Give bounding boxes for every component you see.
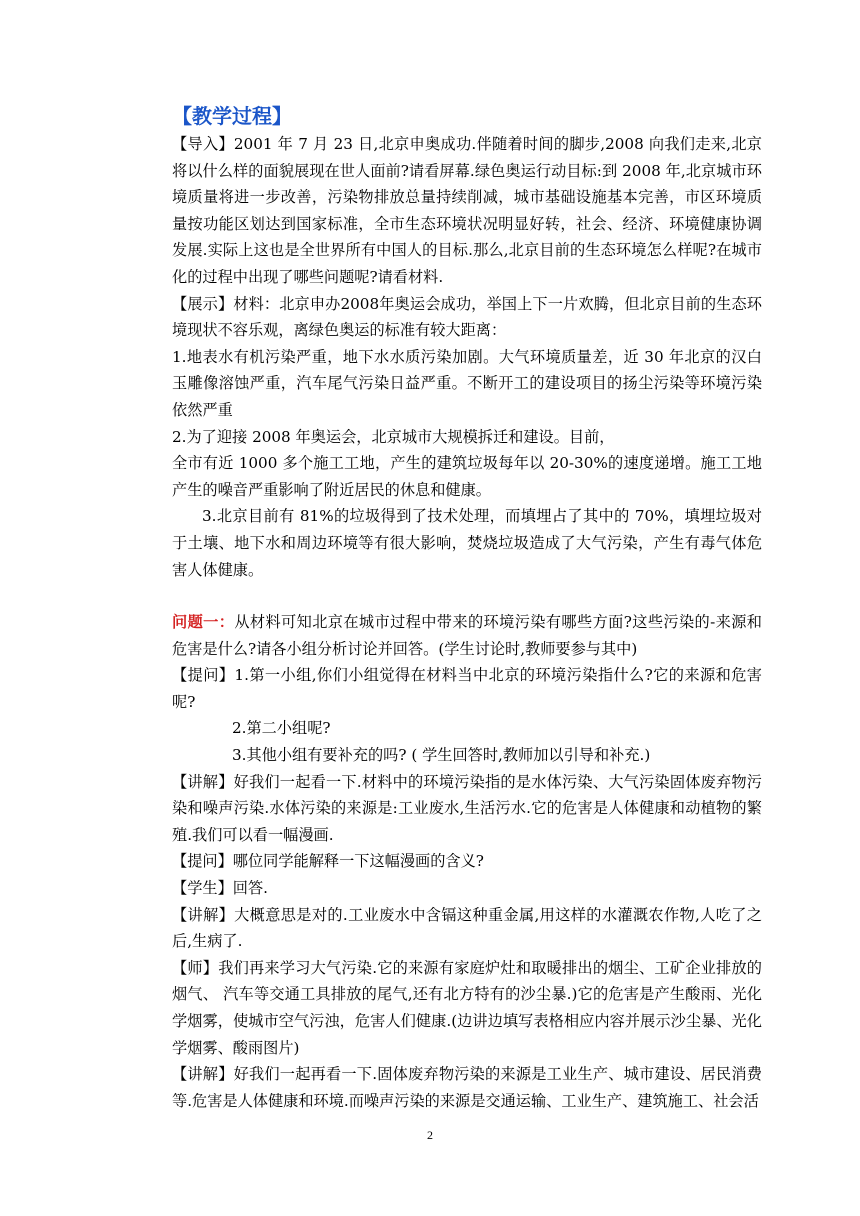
ask-4-paragraph: 【提问】哪位同学能解释一下这幅漫画的含义? xyxy=(172,852,484,871)
item-2b-paragraph: 全市有近 1000 多个施工工地，产生的建筑垃圾每年以 20-30%的速度递增。施工工地产生的噪音严重影响了附近居民的休息和健康。 xyxy=(172,454,762,499)
item-3-paragraph: 3.北京目前有 81%的垃圾得到了技术处理，而填埋占了其中的 70%，填埋垃圾对于土壤、地下水和周边环境等有很大影响，焚烧垃圾造成了大气污染，产生有毒气体危害人体健康。 xyxy=(172,507,762,579)
explain-1-paragraph: 【讲解】好我们一起看一下.材料中的环境污染指的是水体污染、大气污染固体废弃物污染和噪声污染.水体污染的来源是:工业废水,生活污水.它的危害是人体健康和动植物的繁殖.我们可以看一幅漫画. xyxy=(172,772,762,844)
item-1-paragraph: 1.地表水有机污染严重，地下水水质污染加剧。大气环境质量差，近 30 年北京的汉白玉雕像溶蚀严重，汽车尾气污染日益严重。不断开工的建设项目的扬尘污染等环境污染依然严重 xyxy=(172,347,762,419)
show-paragraph: 【展示】材料：北京申办2008年奥运会成功，举国上下一片欢腾，但北京目前的生态环境现状不容乐观，离绿色奥运的标准有较大距离： xyxy=(172,294,762,340)
question-1-label: 问题一： xyxy=(172,613,235,632)
teacher-paragraph: 【师】我们再来学习大气污染.它的来源有家庭炉灶和取暖排出的烟尘、工矿企业排放的烟气、 汽车等交通工具排放的尾气,还有北方特有的沙尘暴.)它的危害是产生酸雨、光化学烟雾，使城市空气污浊，危害人们健康.(边讲边填写表格相应内容并展示沙尘暴、光化学烟雾、酸雨图片) xyxy=(172,958,762,1057)
document-body xyxy=(172,100,762,1114)
ask-3-paragraph: 3.其他小组有要补充的吗? ( 学生回答时,教师加以引导和补充.) xyxy=(232,746,651,765)
explain-2-paragraph: 【讲解】大概意思是对的.工业废水中含镉这种重金属,用这样的水灌溉农作物,人吃了之后,生病了. xyxy=(172,905,762,951)
intro-paragraph: 【导入】2001 年 7 月 23 日,北京申奥成功.伴随着时间的脚步,2008 向我们走来,北京将以什么样的面貌展现在世人面前?请看屏幕.绿色奥运行动目标:到 2008 年,北京城市环境质量将进一步改善，污染物排放总量持续削减，城市基础设施基本完善，市区环境质量按功能区划达到国家标准，全市生态环境状况明显好转，社会、经济、环境健康协调发展.实际上这也是全世界所有中国人的目标.那么,北京目前的生态环境怎么样呢?在城市化的过程中出现了哪些问题呢?请看材料. xyxy=(172,135,762,286)
question-1-paragraph xyxy=(172,609,762,662)
section-heading: 【教学过程】 xyxy=(172,104,292,128)
ask-2-paragraph: 2.第二小组呢? xyxy=(232,719,331,738)
student-paragraph: 【学生】回答. xyxy=(172,879,268,898)
page-number: 2 xyxy=(427,1128,433,1142)
explain-3-paragraph: 【讲解】好我们一起再看一下.固体废弃物污染的来源是工业生产、城市建设、居民消费等.危害是人体健康和环境.而噪声污染的来源是交通运输、工业生产、建筑施工、社会活 xyxy=(172,1065,762,1110)
item-2a-paragraph: 2.为了迎接 2008 年奥运会，北京城市大规模拆迁和建设。目前， xyxy=(172,427,615,446)
blank-line xyxy=(172,583,762,609)
question-1-text: 从材料可知北京在城市过程中带来的环境污染有哪些方面?这些污染的-来源和危害是什么?请各小组分析讨论并回答。(学生讨论时,教师要参与其中) xyxy=(172,613,762,658)
ask-1-paragraph: 【提问】1.第一小组,你们小组觉得在材料当中北京的环境污染指什么?它的来源和危害呢? xyxy=(172,666,762,711)
